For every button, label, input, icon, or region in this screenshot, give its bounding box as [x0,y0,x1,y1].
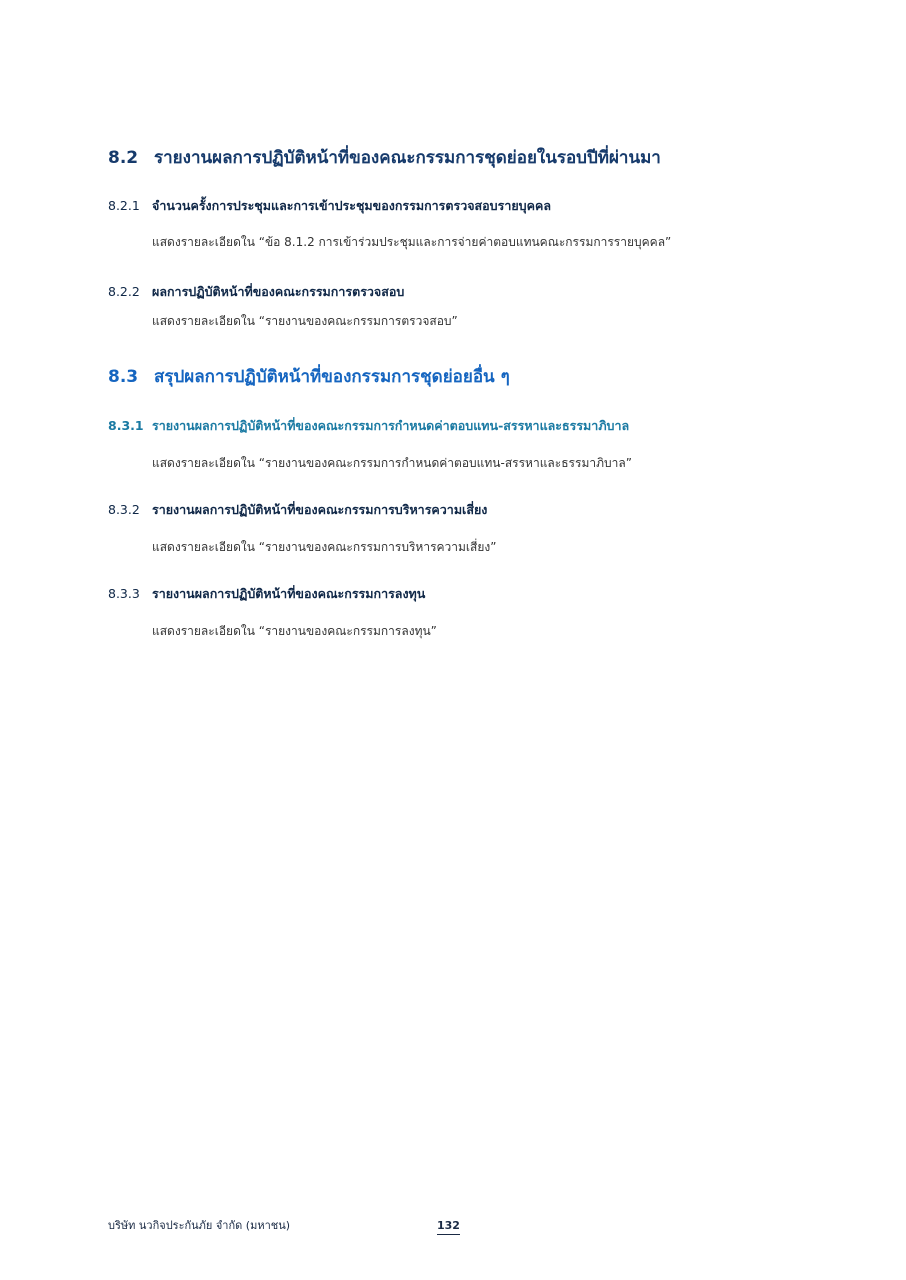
section-number: 8.3 [108,367,139,387]
subsection-number: 8.3.2 [108,502,140,517]
footer-company-name: บริษัท นวกิจประกันภัย จำกัด (มหาชน) [108,1219,291,1232]
subsection-body-8-3-1: แสดงรายละเอียดใน “รายงานของคณะกรรมการกำหนดค่าตอบแทน-สรรหาและธรรมาภิบาล” [152,456,632,470]
subsection-number: 8.2.1 [108,198,140,213]
subsection-heading-8-3-2 [108,501,868,519]
subsection-title: ผลการปฏิบัติหน้าที่ของคณะกรรมการตรวจสอบ [152,284,405,299]
subsection-number: 8.2.2 [108,284,140,299]
subsection-body-8-3-2: แสดงรายละเอียดใน “รายงานของคณะกรรมการบริหารความเสี่ยง” [152,540,497,554]
subsection-number: 8.3.3 [108,586,140,601]
subsection-title: รายงานผลการปฏิบัติหน้าที่ของคณะกรรมการลงทุน [152,586,426,601]
section-heading-8-2 [108,147,868,169]
section-heading-8-3 [108,366,868,388]
subsection-heading-8-2-2 [108,283,868,301]
section-title: สรุปผลการปฏิบัติหน้าที่ของกรรมการชุดย่อยอื่น ๆ [154,367,510,387]
section-title: รายงานผลการปฏิบัติหน้าที่ของคณะกรรมการชุดย่อยในรอบปีที่ผ่านมา [154,148,661,168]
subsection-heading-8-3-1 [108,417,868,435]
section-number: 8.2 [108,148,139,168]
subsection-title: จำนวนครั้งการประชุมและการเข้าประชุมของกรรมการตรวจสอบรายบุคคล [152,198,551,213]
subsection-number: 8.3.1 [108,418,144,433]
subsection-body-8-2-2: แสดงรายละเอียดใน “รายงานของคณะกรรมการตรวจสอบ” [152,314,458,328]
subsection-title: รายงานผลการปฏิบัติหน้าที่ของคณะกรรมการกำหนดค่าตอบแทน-สรรหาและธรรมาภิบาล [152,418,630,433]
footer-page-number: 132 [437,1219,460,1235]
subsection-heading-8-2-1 [108,197,868,215]
subsection-title: รายงานผลการปฏิบัติหน้าที่ของคณะกรรมการบริหารความเสี่ยง [152,502,488,517]
subsection-body-8-3-3: แสดงรายละเอียดใน “รายงานของคณะกรรมการลงทุน” [152,624,437,638]
subsection-heading-8-3-3 [108,585,868,603]
subsection-body-8-2-1: แสดงรายละเอียดใน “ข้อ 8.1.2 การเข้าร่วมประชุมและการจ่ายค่าตอบแทนคณะกรรมการรายบุคคล” [152,235,672,249]
